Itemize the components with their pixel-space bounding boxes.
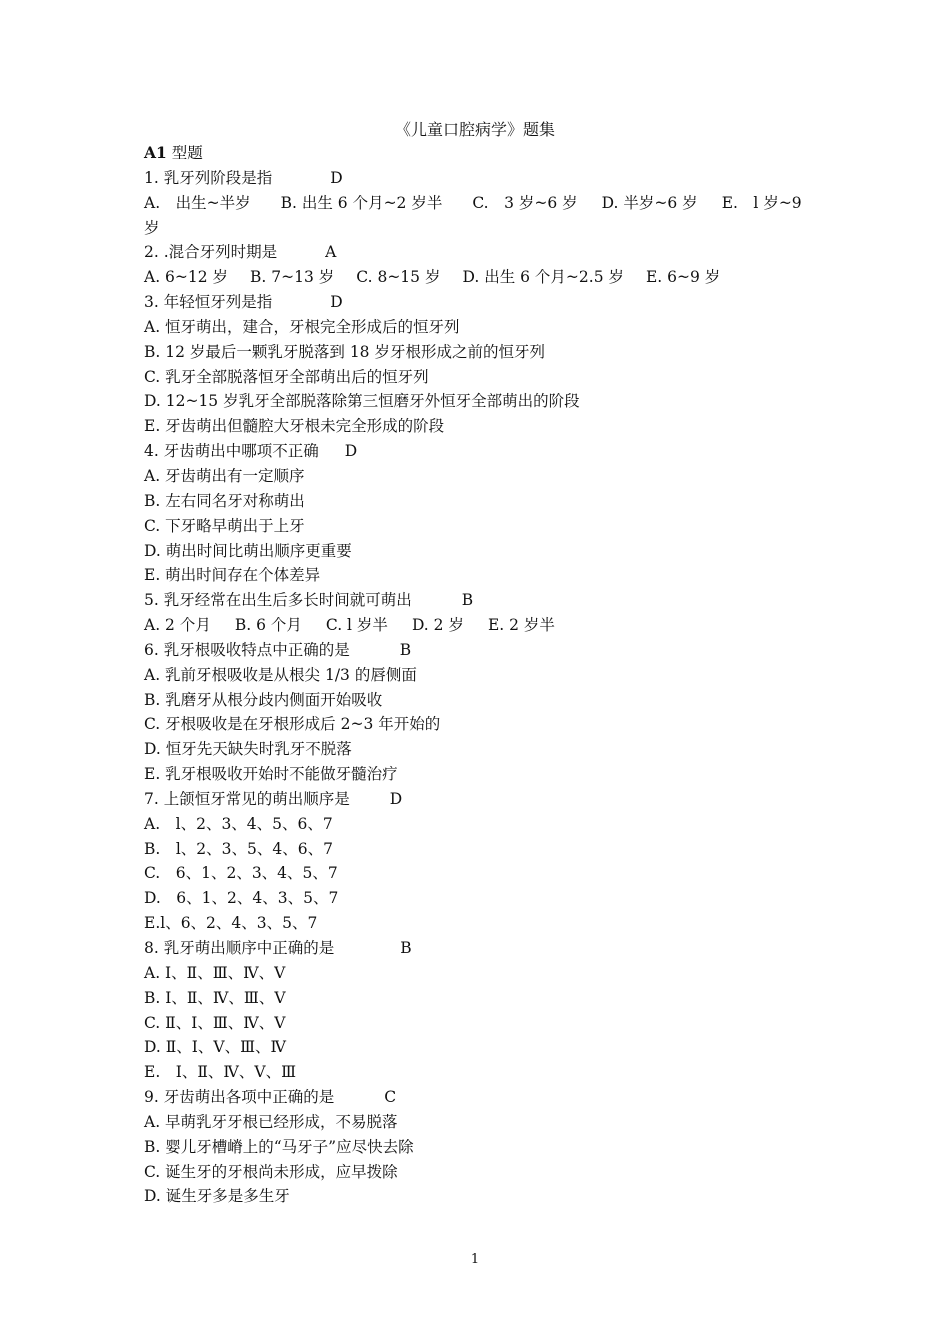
question-stem	[144, 166, 814, 191]
option-c: C. l 岁半	[325, 616, 388, 635]
option-e: E. 萌出时间存在个体差异	[144, 566, 321, 585]
question-answer: B	[400, 939, 412, 957]
option-d: D. 出生 6 个月~2.5 岁	[462, 268, 624, 287]
option-b: B. l、2、3、5、4、6、7	[144, 839, 333, 858]
question-answer: B	[399, 640, 412, 659]
question-answer: D	[330, 293, 343, 312]
option-b: B. 乳磨牙从根分歧内侧面开始吸收	[144, 690, 383, 709]
question-stem	[144, 240, 814, 265]
question-answer: D	[389, 789, 403, 808]
question-text: 1. 乳牙列阶段是指	[144, 168, 273, 187]
question-stem	[144, 290, 814, 315]
option-a: A. 出生~半岁	[144, 193, 251, 212]
option-c: C. 8~15 岁	[356, 268, 441, 287]
option-a: A. l、2、3、4、5、6、7	[144, 814, 333, 833]
option-c: C. 乳牙全部脱落恒牙全部萌出后的恒牙列	[144, 367, 429, 386]
question-stem	[144, 787, 814, 812]
question-stem	[144, 638, 814, 663]
document-title: 《儿童口腔病学》题集	[394, 120, 555, 139]
question-text: 3. 年轻恒牙列是指	[144, 293, 273, 312]
option-b: B. 12 岁最后一颗乳牙脱落到 18 岁牙根形成之前的恒牙列	[144, 342, 545, 361]
option-a: A. 乳前牙根吸收是从根尖 1/3 的唇侧面	[144, 665, 417, 684]
option-b: B. 7~13 岁	[250, 268, 335, 287]
option-b: B. 左右同名牙对称萌出	[144, 491, 305, 510]
option-row	[144, 265, 814, 290]
option-c: C. Ⅱ、Ⅰ、Ⅲ、Ⅳ、Ⅴ	[144, 1013, 286, 1032]
option-row	[144, 613, 814, 638]
option-c: C. 下牙略早萌出于上牙	[144, 516, 305, 535]
section-type-bold: A1	[144, 143, 167, 162]
option-d: D. Ⅱ、Ⅰ、Ⅴ、Ⅲ、Ⅳ	[144, 1038, 287, 1057]
option-a: A. 恒牙萌出，建合，牙根完全形成后的恒牙列	[144, 317, 460, 336]
option-a: A. 牙齿萌出有一定顺序	[144, 466, 305, 485]
page-number: 1	[470, 1252, 480, 1267]
option-d: D. 12~15 岁乳牙全部脱落除第三恒磨牙外恒牙全部萌出的阶段	[144, 392, 580, 411]
option-c: C. 6、1、2、3、4、5、7	[144, 864, 338, 883]
option-b: B. 婴儿牙槽嵴上的“马牙子”应尽快去除	[144, 1137, 414, 1156]
option-c: C. 3 岁~6 岁	[472, 193, 578, 212]
option-d: D. 半岁~6 岁	[601, 193, 698, 212]
option-a: A. 早萌乳牙牙根已经形成，不易脱落	[144, 1112, 398, 1131]
section-heading	[144, 141, 814, 166]
option-c: C. 诞生牙的牙根尚未形成，应早拨除	[144, 1162, 398, 1181]
option-d: D. 诞生牙多是多生牙	[144, 1187, 290, 1206]
option-c: C. 牙根吸收是在牙根形成后 2~3 年开始的	[144, 715, 441, 734]
question-answer: D	[344, 442, 358, 461]
option-e: E. 乳牙根吸收开始时不能做牙髓治疗	[144, 765, 398, 784]
question-answer: B	[461, 591, 474, 610]
question-answer: C	[384, 1088, 397, 1107]
question-text: 8. 乳牙萌出顺序中正确的是	[144, 939, 335, 957]
question-stem	[144, 439, 814, 464]
option-b: B. 6 个月	[234, 616, 302, 635]
question-text: 9. 牙齿萌出各项中正确的是	[144, 1088, 335, 1107]
option-d: D. 萌出时间比萌出顺序更重要	[144, 541, 352, 560]
option-e: E. 牙齿萌出但髓腔大牙根未完全形成的阶段	[144, 417, 445, 436]
option-e: E. Ⅰ、Ⅱ、Ⅳ、Ⅴ、Ⅲ	[144, 1063, 297, 1082]
section-type-rest: 型题	[166, 144, 203, 162]
question-text: 4. 牙齿萌出中哪项不正确	[144, 442, 319, 461]
option-b: B. 出生 6 个月~2 岁半	[280, 193, 443, 212]
option-e: E. l 岁~9 岁	[144, 193, 802, 237]
option-e: E. 2 岁半	[487, 616, 555, 635]
option-e: E. 6~9 岁	[645, 268, 721, 287]
option-e: E.l、6、2、4、3、5、7	[144, 914, 318, 933]
question-text: 7. 上颌恒牙常见的萌出顺序是	[144, 789, 350, 808]
question-stem	[144, 936, 814, 961]
option-row	[144, 191, 814, 241]
option-a: A. Ⅰ、Ⅱ、Ⅲ、Ⅳ、Ⅴ	[144, 963, 286, 982]
option-b: B. Ⅰ、Ⅱ、Ⅳ、Ⅲ、Ⅴ	[144, 988, 286, 1007]
question-stem	[144, 1085, 814, 1110]
question-answer: D	[330, 168, 343, 187]
question-stem	[144, 588, 814, 613]
option-a: A. 2 个月	[144, 616, 211, 635]
question-text: 5. 乳牙经常在出生后多长时间就可萌出	[144, 591, 412, 610]
option-d: D. 6、1、2、4、3、5、7	[144, 889, 339, 908]
option-a: A. 6~12 岁	[144, 268, 229, 287]
option-d: D. 2 岁	[411, 616, 464, 635]
option-d: D. 恒牙先天缺失时乳牙不脱落	[144, 740, 352, 759]
question-text: 6. 乳牙根吸收特点中正确的是	[144, 640, 350, 659]
question-answer: A	[325, 243, 337, 262]
question-list	[144, 141, 814, 1209]
question-text: 2. .混合牙列时期是	[144, 243, 278, 262]
